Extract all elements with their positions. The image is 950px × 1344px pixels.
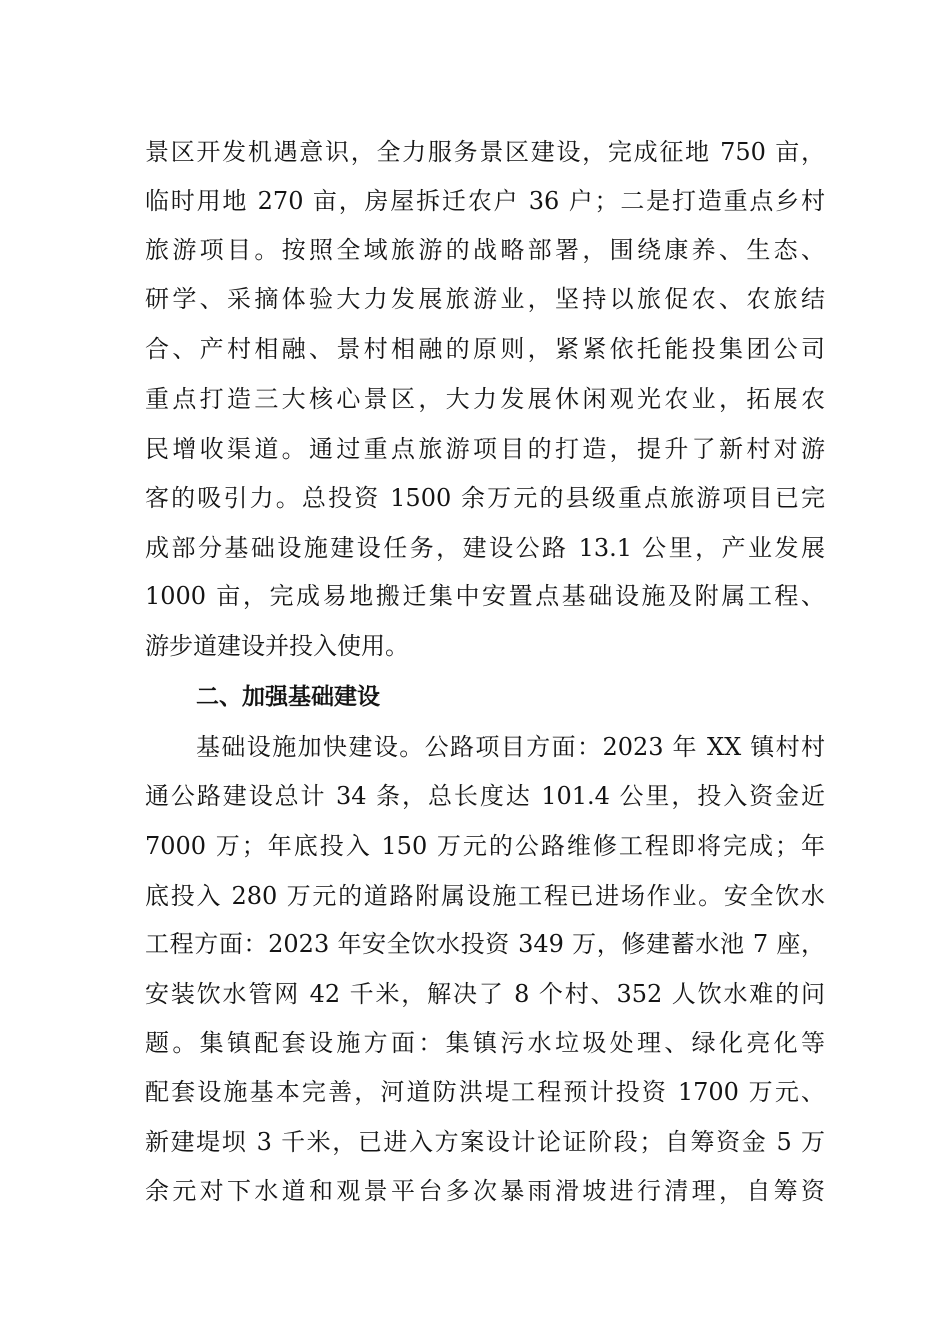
paragraph-line: 旅游项目。按照全域旅游的战略部署，围绕康养、生态、 — [145, 236, 825, 264]
paragraph-line: 临时用地 270 亩，房屋拆迁农户 36 户；二是打造重点乡村 — [145, 187, 825, 215]
paragraph-line: 1000 亩，完成易地搬迁集中安置点基础设施及附属工程、 — [145, 582, 825, 610]
paragraph-line: 配套设施基本完善，河道防洪堤工程预计投资 1700 万元、 — [145, 1078, 825, 1106]
paragraph-line: 重点打造三大核心景区，大力发展休闲观光农业，拓展农 — [145, 385, 825, 413]
paragraph-line: 客的吸引力。总投资 1500 余万元的县级重点旅游项目已完 — [145, 484, 825, 512]
paragraph-line: 题。集镇配套设施方面：集镇污水垃圾处理、绿化亮化等 — [145, 1029, 825, 1057]
paragraph-line: 工程方面：2023 年安全饮水投资 349 万，修建蓄水池 7 座， — [145, 930, 825, 958]
paragraph-line: 新建堤坝 3 千米，已进入方案设计论证阶段；自筹资金 5 万 — [145, 1128, 825, 1156]
paragraph-line: 通公路建设总计 34 条，总长度达 101.4 公里，投入资金近 — [145, 782, 825, 810]
paragraph-line: 游步道建设并投入使用。 — [145, 632, 409, 660]
paragraph-line: 研学、采摘体验大力发展旅游业，坚持以旅促农、农旅结 — [145, 285, 825, 313]
paragraph-line: 景区开发机遇意识，全力服务景区建设，完成征地 750 亩， — [145, 138, 825, 166]
paragraph-line: 成部分基础设施建设任务，建设公路 13.1 公里，产业发展 — [145, 534, 825, 562]
paragraph-line: 民增收渠道。通过重点旅游项目的打造，提升了新村对游 — [145, 435, 825, 463]
section-heading: 二、加强基础建设 — [196, 684, 380, 710]
paragraph-line: 基础设施加快建设。公路项目方面：2023 年 XX 镇村村 — [196, 733, 825, 761]
paragraph-line: 底投入 280 万元的道路附属设施工程已进场作业。安全饮水 — [145, 882, 825, 910]
paragraph-line: 安装饮水管网 42 千米，解决了 8 个村、352 人饮水难的问 — [145, 980, 825, 1008]
paragraph-line: 合、产村相融、景村相融的原则，紧紧依托能投集团公司 — [145, 335, 825, 363]
paragraph-line: 7000 万；年底投入 150 万元的公路维修工程即将完成；年 — [145, 832, 825, 860]
paragraph-line: 余元对下水道和观景平台多次暴雨滑坡进行清理，自筹资 — [145, 1177, 825, 1205]
